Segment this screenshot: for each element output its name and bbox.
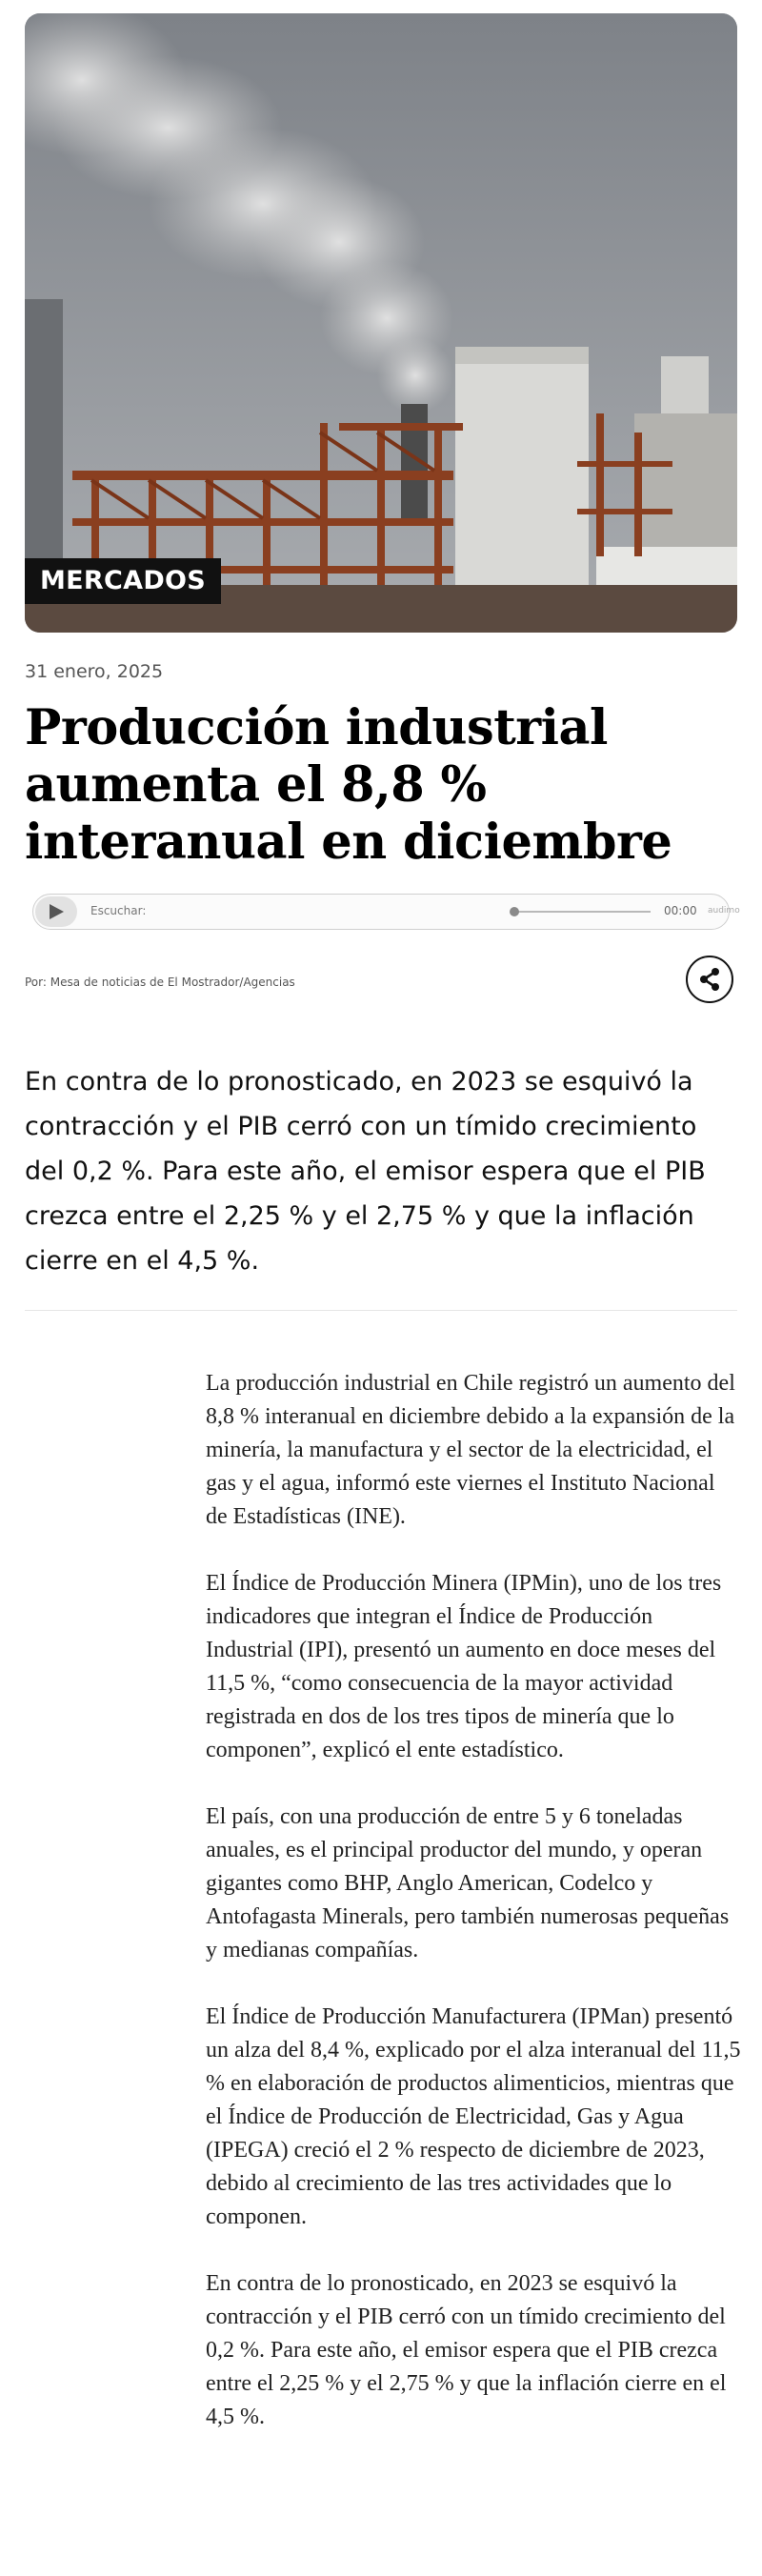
byline: Por: Mesa de noticias de El Mostrador/Agencias [25,976,295,989]
body-paragraph: El país, con una producción de entre 5 y 6 toneladas anuales, es el principal productor del mundo, y operan gigantes como BHP, Anglo American, Codelco y Antofagasta Minerals, pero también numerosas pequeñas y medianas compañías. [206,1804,730,1962]
industrial-plant-photo [25,13,737,633]
audio-player [32,894,740,930]
article-body [206,1367,741,2467]
article-title: Producción industrial aumenta el 8,8 % interanual en diciembre [25,699,672,871]
category-badge[interactable]: MERCADOS [25,558,221,604]
listen-label: Escuchar: [90,904,147,917]
article-lead: En contra de lo pronosticado, en 2023 se esquivó la contracción y el PIB cerró con un tímido crecimiento del 0,2 %. Para este año, el emisor espera que el PIB crezca entre el 2,25 % y el 2,75 % y que la inflación cierre en el 4,5 %. [25,1067,706,1276]
publish-date: 31 enero, 2025 [25,661,164,682]
share-icon [697,967,722,992]
body-paragraph: En contra de lo pronosticado, en 2023 se esquivó la contracción y el PIB cerró con un tímido crecimiento del 0,2 %. Para este año, el emisor espera que el PIB crezca entre el 2,25 % y el 2,75 % y que la inflación cierre en el 4,5 %. [206,2271,727,2429]
body-paragraph: El Índice de Producción Manufacturera (IPMan) presentó un alza del 8,4 %, explicado por el alza interanual del 11,5 % en elaboración de productos alimenticios, mientras que el Índice de Producción de Electricidad, Gas y Agua (IPEGA) creció el 2 % respecto de diciembre de 2023, debido al crecimiento de las tres actividades que lo componen. [206,2004,741,2229]
playback-time: 00:00 [664,904,697,917]
player-brand: audimo [708,906,740,916]
body-paragraph: El Índice de Producción Minera (IPMin), uno de los tres indicadores que integran el Índice de Producción Industrial (IPI), presentó un aumento en doce meses del 11,5 %, “como consecuencia de la mayor actividad registrada en dos de los tres tipos de minería que lo componen”, explicó el ente estadístico. [206,1571,722,1762]
divider [25,1310,737,1311]
share-button[interactable] [686,956,733,1003]
body-paragraph: La producción industrial en Chile registró un aumento del 8,8 % interanual en diciembre debido a la expansión de la minería, la manufactura y el sector de la electricidad, el gas y el agua, informó este viernes el Instituto Nacional de Estadísticas (INE). [206,1371,735,1529]
play-button[interactable] [35,896,77,927]
progress-track[interactable] [513,911,651,913]
play-icon [48,903,65,920]
progress-handle[interactable] [510,907,519,916]
hero-image[interactable] [25,13,737,633]
